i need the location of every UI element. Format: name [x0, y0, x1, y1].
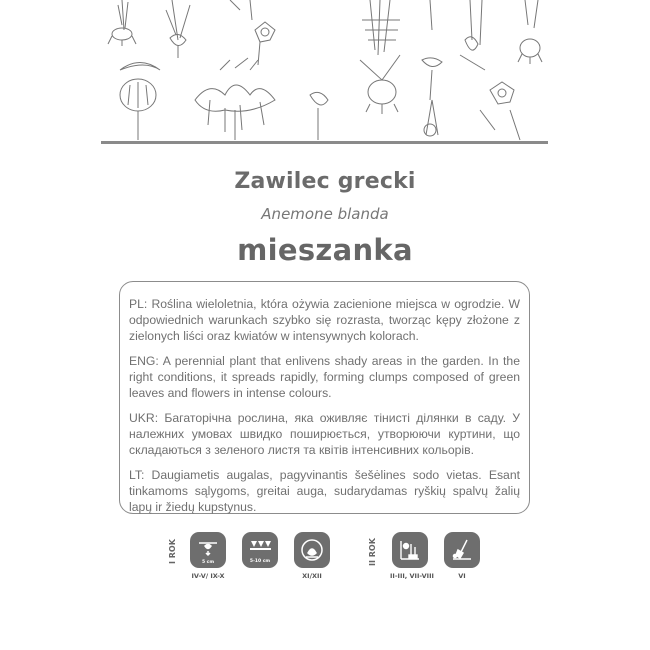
common-name: Zawilec grecki	[234, 169, 416, 194]
description-ukr: UKR: Багаторічна рослина, яка оживляє тінисті ділянки в саду. У належних умовах швидко поширюється, утворюючи куртини, що складаються з зеленого листя та квітів інтенсивних кольорів.	[129, 411, 520, 457]
care-calendar-icon	[392, 532, 428, 568]
planting-depth-caption: IV-V/ IX-X	[191, 572, 225, 580]
care-calendar-block	[390, 532, 434, 580]
bulb-plant-illustration	[108, 0, 136, 46]
plant-spacing-value: 5-10 cm	[249, 559, 271, 564]
narcissus-illustration	[480, 82, 520, 140]
flowering-time-caption: XI/XII	[302, 572, 322, 580]
hyacinth-illustration	[360, 0, 400, 114]
year-1-label: I ROK	[168, 539, 177, 565]
allium-bulb-illustration	[120, 63, 160, 141]
snowdrop-illustration	[460, 0, 485, 70]
shovel-dig-icon	[444, 532, 480, 568]
description-pl: PL: Roślina wieloletnia, która ożywia zacienione miejsca w ogrodzie. W odpowiednich warunkach szybko się rozrasta, tworząc kępy złożone z zielonych liści oraz kwiatów w intensywnych kolorach.	[129, 297, 520, 343]
daffodil-illustration	[230, 0, 275, 65]
shovel-dig-block	[442, 532, 482, 580]
description-lt: LT: Daugiametis augalas, pagyvinantis šešėlines sodo vietas. Esant tinkamoms sąlygoms, greitai auga, sudarydamas ryškių spalvų žalių lapų ir žiedų kupstynus.	[129, 468, 520, 514]
planting-depth-block	[188, 532, 228, 580]
botanical-illustration	[100, 0, 550, 146]
care-calendar-caption: II-III, VII-VIII	[390, 572, 434, 580]
ground-line	[101, 141, 548, 144]
description-eng: ENG: A perennial plant that enlivens shady areas in the garden. In the right conditions, it spreads rapidly, forming clumps composed of green leaves and flowers in intense colours.	[129, 354, 520, 400]
variety-name: mieszanka	[237, 233, 413, 267]
schedule-year-1	[168, 532, 338, 592]
planting-depth-icon	[190, 532, 226, 568]
flowering-time-block	[292, 532, 332, 580]
schedule-year-2	[368, 532, 488, 592]
flowering-time-icon	[294, 532, 330, 568]
crocus-illustration	[166, 0, 190, 58]
small-bulb-illustration	[422, 0, 442, 136]
year-2-label: II ROK	[368, 538, 377, 566]
shovel-dig-caption: VI	[458, 572, 466, 580]
top-right-bulb-illustration	[518, 0, 542, 64]
plant-spacing-block	[240, 532, 280, 572]
latin-name: Anemone blanda	[261, 205, 389, 223]
description-box	[119, 281, 530, 514]
fritillaria-illustration	[195, 58, 275, 140]
plant-spacing-icon	[242, 532, 278, 568]
planting-depth-value: 5 cm	[201, 560, 215, 565]
tulip-illustration	[310, 92, 328, 140]
